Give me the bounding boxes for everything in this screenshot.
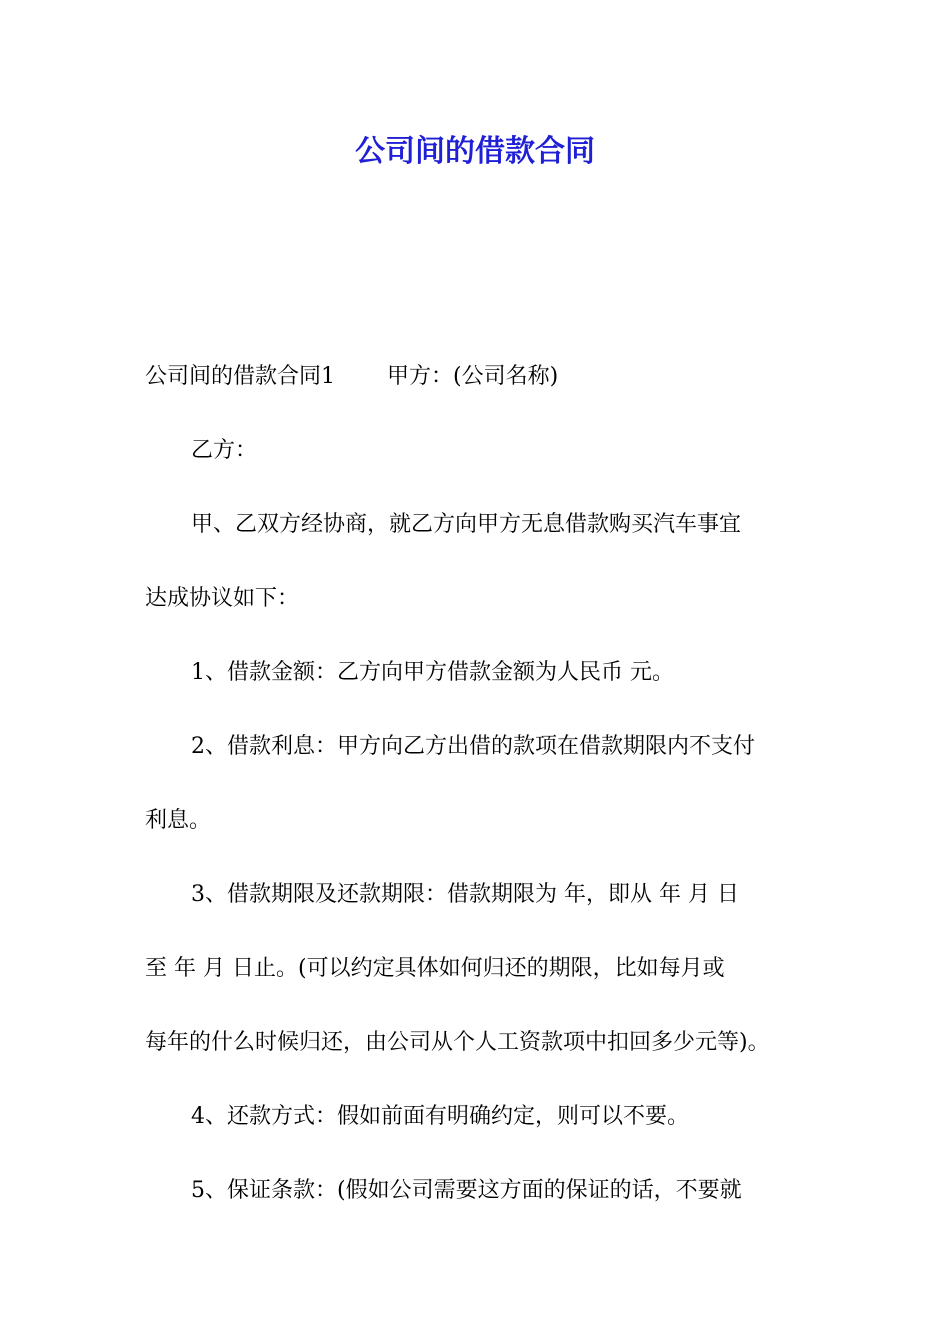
paragraph-line: 甲、乙双方经协商，就乙方向甲方无息借款购买汽车事宜: [191, 512, 742, 537]
contract-heading: 公司间的借款合同1: [145, 364, 335, 389]
paragraph-line: 乙方：: [191, 438, 258, 463]
paragraph-line: 至 年 月 日止。(可以约定具体如何归还的期限，比如每月或: [145, 956, 725, 981]
paragraph-line: 4、还款方式：假如前面有明确约定，则可以不要。: [191, 1104, 689, 1129]
paragraph-line: 每年的什么时候归还，由公司从个人工资款项中扣回多少元等)。: [145, 1030, 770, 1055]
paragraph-line: 利息。: [145, 808, 212, 833]
paragraph-line: [145, 340, 815, 414]
paragraph-line: 达成协议如下：: [145, 586, 300, 611]
paragraph-line: 1、借款金额：乙方向甲方借款金额为人民币 元。: [191, 660, 674, 685]
paragraph-line: 2、借款利息：甲方向乙方出借的款项在借款期限内不支付: [191, 734, 755, 759]
document-body: [145, 340, 815, 1228]
document-title: 公司间的借款合同: [355, 134, 595, 169]
paragraph-line: 3、借款期限及还款期限：借款期限为 年，即从 年 月 日: [191, 882, 739, 907]
paragraph-line: 5、保证条款：(假如公司需要这方面的保证的话，不要就: [191, 1178, 742, 1203]
party-a-label: 甲方：(公司名称): [387, 364, 559, 389]
